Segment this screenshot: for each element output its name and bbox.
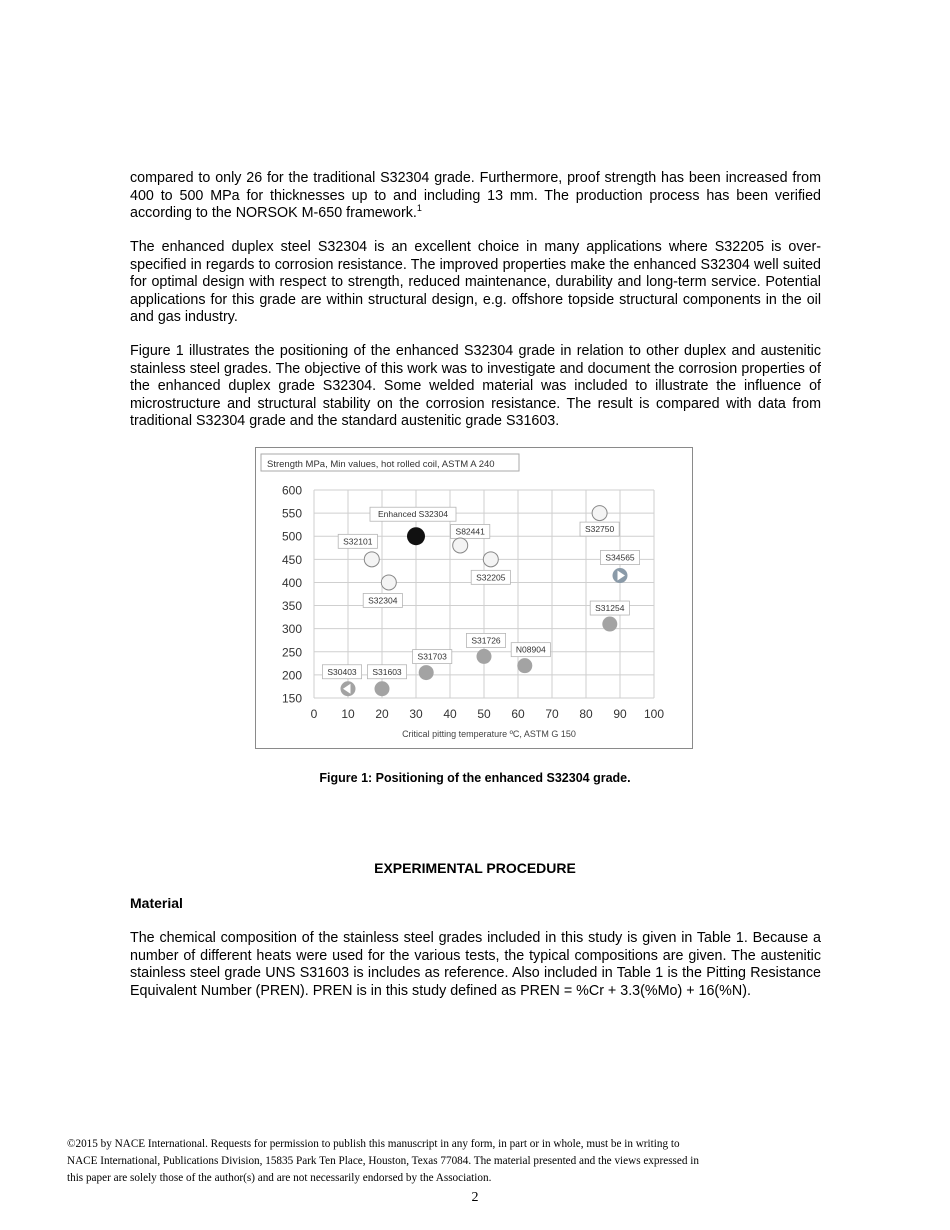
x-tick-label: 0 [310, 707, 318, 721]
x-tick-label: 30 [409, 707, 423, 721]
section-heading: EXPERIMENTAL PROCEDURE [374, 860, 576, 876]
x-tick-label: 60 [511, 707, 525, 721]
x-tick-label: 50 [477, 707, 491, 721]
data-point [602, 617, 617, 632]
point-label: S31254 [595, 603, 625, 614]
paragraph-1-text: compared to only 26 for the traditional S32304 grade. Furthermore, proof strength has been increased from 400 to 500 MPa for thicknesses up to and including 13 mm. The production process has been verified according to the NORSOK M-650 framework. [130, 170, 821, 222]
point-label: S34565 [605, 552, 635, 563]
x-tick-label: 40 [443, 707, 457, 721]
point-label: S82441 [455, 526, 485, 537]
footer-line-2: NACE International, Publications Division, 15835 Park Ten Place, Houston, Texas 77084. The material presented and the views expressed in [67, 1155, 699, 1167]
y-tick-label: 450 [281, 552, 302, 567]
chart-title: Strength MPa, Min values, hot rolled coil, ASTM A 240 [267, 459, 495, 470]
paragraph-2: The enhanced duplex steel S32304 is an excellent choice in many applications where S32205 is over-specified in regards to corrosion resistance. The improved properties make the enhanced S32304 well suited for optimal design with respect to strength, reduced maintenance, durability and long-term service. Potential applications for this grade are within structural design, e.g. offshore topside structural components in the oil and gas industry. [130, 239, 821, 326]
data-point [517, 658, 532, 673]
data-point [592, 506, 607, 521]
y-tick-label: 400 [281, 575, 302, 590]
footer-line-1: ©2015 by NACE International. Requests for permission to publish this manuscript in any form, in part or in whole, must be in writing to [67, 1138, 680, 1150]
paragraph-3: Figure 1 illustrates the positioning of the enhanced S32304 grade in relation to other duplex and austenitic stainless steel grades. The objective of this work was to investigate and document the corrosion properties of the enhanced duplex grade S32304. Some welded material was included to illustrate the influence of microstructure and structural stability on the corrosion resistance. The result is compared with data from traditional S32304 grade and the standard austenitic grade S31603. [130, 343, 821, 430]
paragraph-1 [130, 170, 821, 223]
footer-line-3: this paper are solely those of the author(s) and are not necessarily endorsed by the Association. [67, 1172, 492, 1184]
page-number: 2 [471, 1190, 479, 1205]
subsection-heading: Material [130, 895, 183, 911]
copyright-footer [67, 1136, 827, 1187]
y-tick-label: 350 [281, 599, 302, 614]
x-tick-label: 100 [643, 707, 665, 721]
x-tick-label: 80 [579, 707, 593, 721]
x-tick-label: 20 [375, 707, 389, 721]
figure-caption: Figure 1: Positioning of the enhanced S32304 grade. [319, 771, 631, 785]
data-point [453, 538, 468, 553]
point-label: S32101 [343, 536, 373, 547]
x-tick-label: 90 [613, 707, 627, 721]
data-point [407, 527, 425, 545]
point-label: S32750 [584, 524, 615, 535]
y-tick-label: 500 [281, 529, 302, 544]
data-point [381, 575, 396, 590]
y-tick-label: 150 [281, 691, 302, 706]
data-point [477, 649, 492, 664]
data-point [419, 665, 434, 680]
y-tick-label: 250 [281, 645, 302, 660]
point-label: S31603 [372, 666, 402, 677]
y-tick-label: 550 [281, 506, 302, 521]
point-label: S30403 [327, 666, 357, 677]
data-point [364, 552, 379, 567]
scatter-chart [256, 448, 692, 748]
y-tick-label: 200 [281, 668, 302, 683]
point-label: Enhanced S32304 [378, 509, 448, 520]
y-tick-label: 600 [281, 483, 302, 498]
data-point [483, 552, 498, 567]
x-tick-label: 70 [545, 707, 559, 721]
x-axis-label: Critical pitting temperature ºC, ASTM G 150 [402, 729, 576, 739]
y-tick-label: 300 [281, 622, 302, 637]
data-points [322, 506, 639, 697]
point-label: S31726 [471, 635, 501, 646]
footnote-marker: 1 [416, 203, 422, 214]
point-label: N08904 [515, 644, 546, 655]
x-tick-label: 10 [341, 707, 355, 721]
figure-1 [255, 447, 693, 749]
point-label: S32304 [368, 595, 398, 606]
data-point [375, 681, 390, 696]
paragraph-4: The chemical composition of the stainless steel grades included in this study is given in Table 1. Because a number of different heats were used for the various tests, the typical compositions are given. The austenitic stainless steel grade UNS S31603 is includes as reference. Also included in Table 1 is the Pitting Resistance Equivalent Number (PREN). PREN is in this study defined as PREN = %Cr + 3.3(%Mo) + 16(%N). [130, 930, 821, 999]
point-label: S31703 [417, 651, 447, 662]
point-label: S32205 [476, 572, 506, 583]
